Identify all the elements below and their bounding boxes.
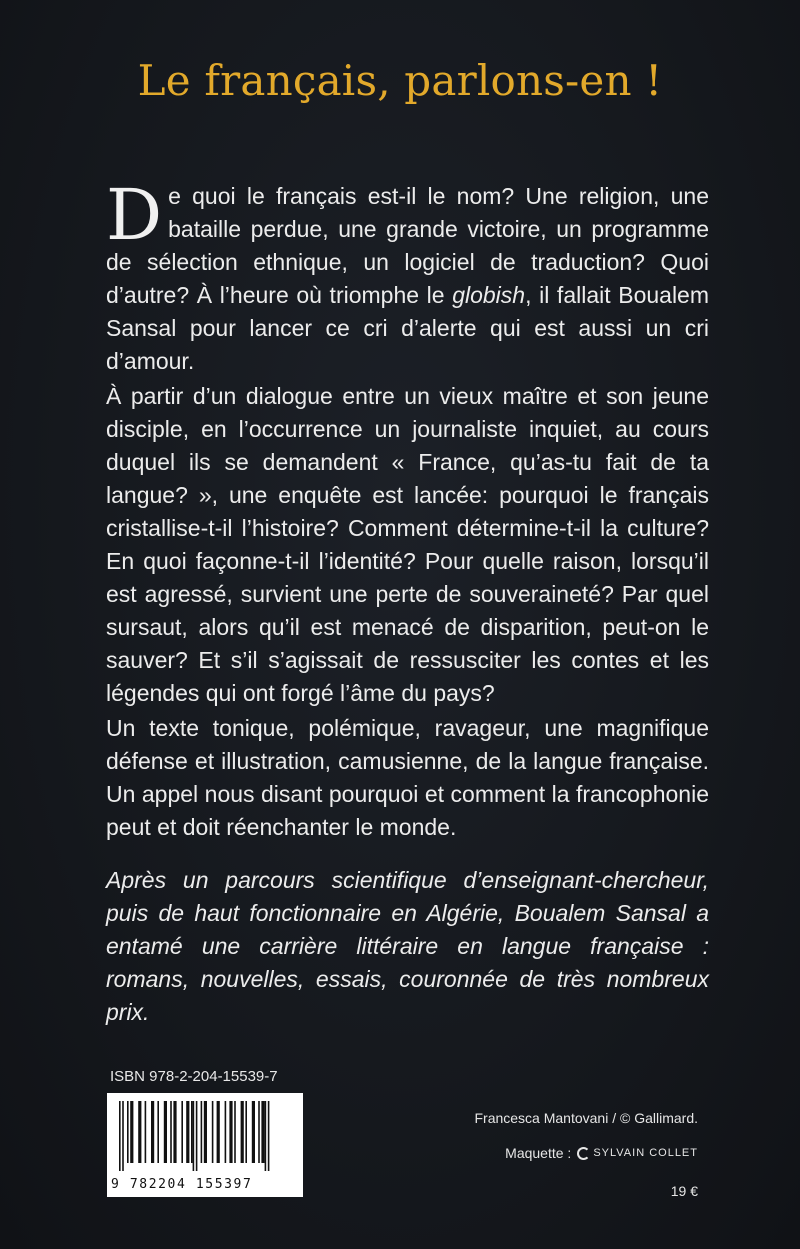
maquette-credit [505,1145,698,1161]
sylvain-collet-icon [577,1147,590,1160]
drop-cap: D [106,174,163,256]
blurb-paragraph-2: À partir d’un dialogue entre un vieux maître et son jeune disciple, en l’occurrence un journaliste inquiet, au cours duquel ils se demandent « France, qu’as-tu fait de ta langue? », une enquête est lancée: pourquoi le français cristallise-t-il l’histoire? Comment détermine-t-il la culture? En quoi façonne-t-il l’identité? Pour quelle raison, lorsqu’il est agressé, survient une perte de souveraineté? Par quel sursaut, alors qu’il est menacé de disparition, peut-on le sauver? Et s’il s’agissait de ressusciter les contes et les légendes qui ont forgé l’âme du pays? [106,383,709,706]
sylvain-collet-logo [577,1147,698,1160]
maquette-label: Maquette : [505,1145,572,1161]
blurb-paragraph-1 [106,174,710,378]
price: 19 € [670,1183,698,1199]
barcode [107,1093,303,1197]
isbn-label: ISBN 978-2-204-15539-7 [110,1068,278,1085]
book-title: Le français, parlons-en ! [137,56,663,105]
sylvain-collet-text: SYLVAIN COLLET [593,1147,698,1159]
barcode-digits: 9 782204 155397 [111,1177,253,1192]
barcode-bars [117,1101,293,1171]
photo-credit: Francesca Mantovani / © Gallimard. [474,1110,698,1126]
blurb-p1-end: , il fallait Boualem Sansal pour lancer ce cri d’alerte qui est aussi un cri d’amour. [106,282,710,374]
blurb-text [106,174,710,1031]
author-bio: Après un parcours scientifique d’enseignant-chercheur, puis de haut fonctionnaire en Algérie, Boualem Sansal a entamé une carrière littéraire en langue française : romans, nouvelles, essais, couronnée de très nombreux prix. [106,867,709,1025]
blurb-p1-italic: globish [452,282,526,308]
blurb-p1-text: e quoi le français est-il le nom? Une religion, une bataille perdue, une grande victoire, un programme de sélection ethnique, un logiciel de traduction? Quoi d’autre? À l’heure où triomphe le [106,183,709,308]
blurb-paragraph-3: Un texte tonique, polémique, ravageur, une magnifique défense et illustration, camusienne, de la langue française. Un appel nous disant pourquoi et comment la francophonie peut et doit réenchanter le monde. [106,715,709,840]
